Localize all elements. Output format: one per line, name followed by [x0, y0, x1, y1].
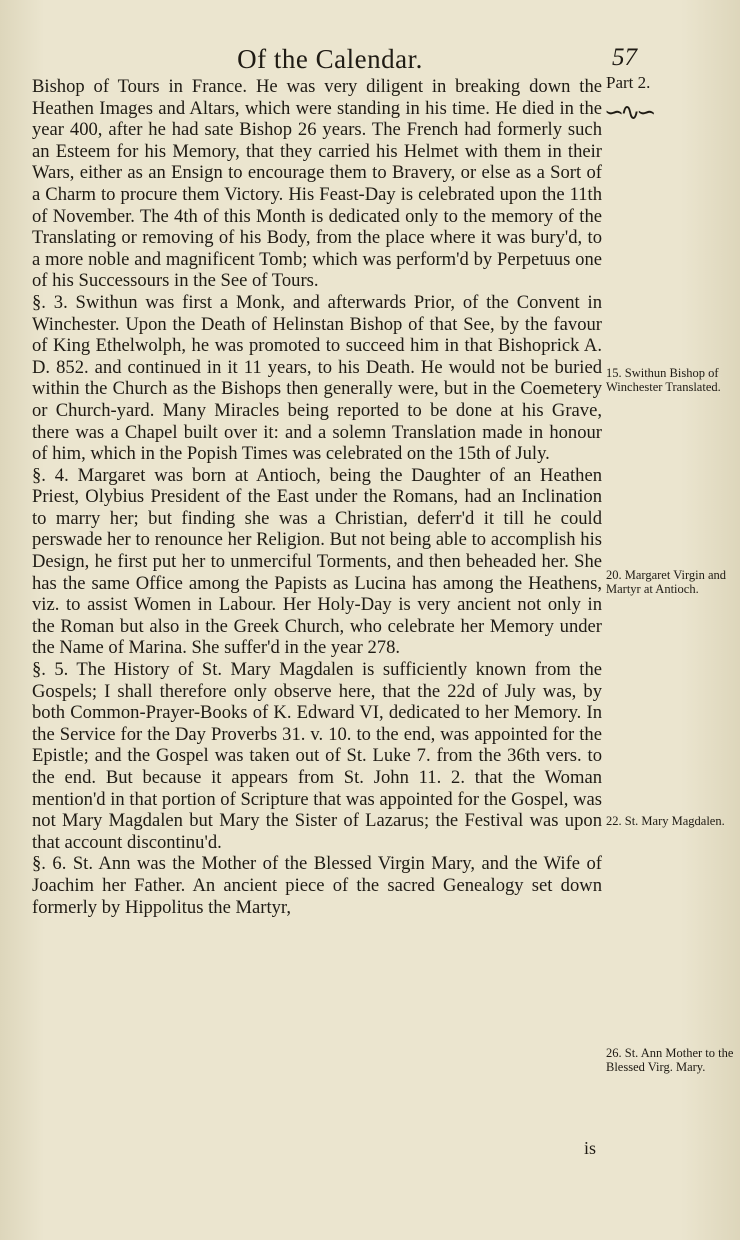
- page-title: Of the Calendar.: [237, 44, 423, 74]
- page-number: 57: [612, 44, 637, 71]
- paragraph-margaret: §. 4. Margaret was born at Antioch, being the Daughter of an Heathen Priest, Olybius President of the East under the Romans, had an Inclination to marry her; but finding she was a Christian, deferr'd it till he could perswade her to renounce her Religion. But not being able to accomplish his Design, he first put her to unmerciful Torments, and then beheaded her. She has the same Office among the Papists as Lucina has among the Heathens, viz. to assist Women in Labour. Her Holy-Day is very ancient not only in the Roman but also in the Greek Church, who celebrate her Memory under the Name of Marina. She suffer'd in the year 278.: [32, 464, 602, 659]
- catchword: is: [584, 1138, 597, 1158]
- paragraph-martin: Bishop of Tours in France. He was very diligent in breaking down the Heathen Images and Altars, which were standing in his time. He died in the year 400, after he had sate Bishop 26 years. The French had formerly such an Esteem for his Memory, that they carried his Helmet with them in their Wars, either as an Ensign to encourage them to Bravery, or else as a Sort of a Charm to procure them Victory. His Feast-Day is celebrated upon the 11th of November. The 4th of this Month is dedicated only to the memory of the Translating or removing of his Body, from the place where it was bury'd, to a more noble and magnificent Tomb; which was perform'd by Perpetuus one of his Successours in the See of Tours.: [32, 76, 602, 292]
- paragraph-swithun: §. 3. Swithun was first a Monk, and afterwards Prior, of the Convent in Winchester. Upon the Death of Helinstan Bishop of that See, by the favour of King Ethelwolph, he was promoted to succeed him in that Bishoprick A. D. 852. and continued in it 11 years, to his Death. He would not be buried within the Church as the Bishops then generally were, but in the Coemetery or Church-yard. Many Miracles being reported to be done at his Grave, there was a Chapel built over it: and a solemn Translation made in honour of him, which in the Popish Times was celebrated on the 15th of July.: [32, 291, 602, 465]
- margin-note-swithun: 15. Swithun Bishop of Winchester Translated.: [606, 366, 721, 394]
- paragraph-magdalen: §. 5. The History of St. Mary Magdalen is sufficiently known from the Gospels; I shall therefore only observe here, that the 22d of July was, by both Common-Prayer-Books of K. Edward VI, dedicated to her Memory. In the Service for the Day Proverbs 31. v. 10. to the end, was appointed for the Epistle; and the Gospel was taken out of St. Luke 7. from the 36th vers. to the end. But because it appears from St. John 11. 2. that the Woman mention'd in that portion of Scripture that was appointed for the Gospel, was not Mary Magdalen but Mary the Sister of Lazarus; the Festival was upon that account discontinu'd.: [32, 659, 602, 853]
- main-text: [32, 76, 602, 918]
- paragraph-ann: §. 6. St. Ann was the Mother of the Blessed Virgin Mary, and the Wife of Joachim her Father. An ancient piece of the sacred Genealogy set down formerly by Hippolitus the Martyr,: [32, 853, 602, 918]
- margin-note-ann: 26. St. Ann Mother to the Blessed Virg. Mary.: [606, 1046, 734, 1074]
- margin-note-magdalen: 22. St. Mary Magdalen.: [606, 814, 725, 828]
- margin-note-margaret: 20. Margaret Virgin and Martyr at Antioch.: [606, 568, 727, 596]
- margin-note-part: Part 2.: [606, 73, 651, 92]
- ornament-icon: ∽∿∽: [604, 98, 653, 126]
